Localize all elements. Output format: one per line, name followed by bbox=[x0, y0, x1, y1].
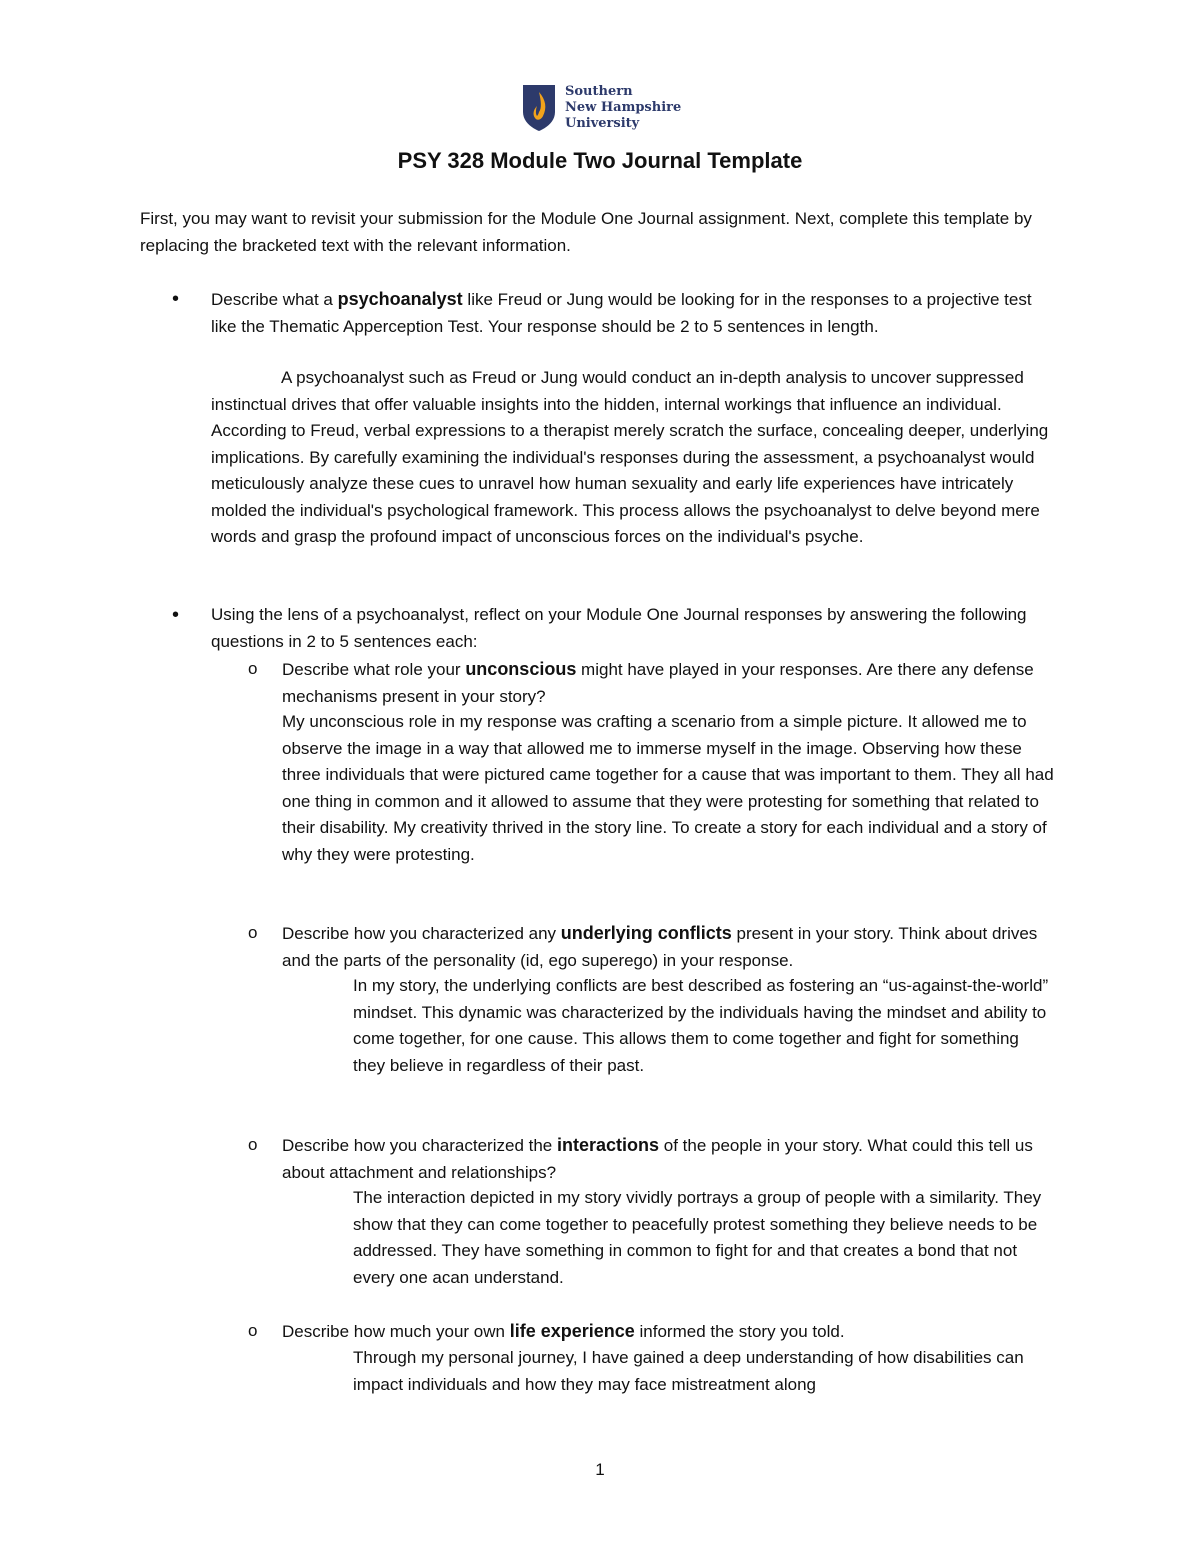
prompt-text: Describe how you characterized any bbox=[282, 924, 561, 943]
keyword-life-experience: life experience bbox=[509, 1321, 635, 1341]
sub-bullet-marker: o bbox=[248, 1321, 258, 1340]
question-prompt-unconscious bbox=[282, 656, 1062, 710]
prompt-text: of the people in your story. What could this tell us about attachment and relationships? bbox=[282, 1136, 1033, 1182]
university-logo bbox=[522, 84, 681, 134]
page-number: 1 bbox=[595, 1460, 605, 1479]
prompt-text: like Freud or Jung would be looking for in the responses to a projective test like the Thematic Apperception Test. Your response should be 2 to 5 sentences in length. bbox=[211, 290, 1032, 336]
response-text: A psychoanalyst such as Freud or Jung would conduct an in-depth analysis to uncover suppressed instinctual drives that offer valuable insights into the hidden, internal workings that influence an individual. According to Freud, verbal expressions to a therapist merely scratch the surface, concealing deeper, underlying implications. By carefully examining the individual's responses during the assessment, a psychoanalyst would meticulously analyze these cues to unravel how human sexuality and early life experiences have intricately molded the individual's psychological framework. This process allows the psychoanalyst to delve beyond mere words and grasp the profound impact of unconscious forces on the individual's psyche. bbox=[211, 368, 1049, 546]
prompt-text: might have played in your responses. Are there any defense mechanisms present in your story? bbox=[282, 660, 1034, 706]
response-interactions: The interaction depicted in my story vividly portrays a group of people with a similarity. They show that they can come together to peacefully protest something they believe needs to be addressed. They have something in common to fight for and that creates a bond that not every one acan understand. bbox=[353, 1188, 1042, 1287]
question-prompt-reflection: Using the lens of a psychoanalyst, reflect on your Module One Journal responses by answering the following questions in 2 to 5 sentences each: bbox=[211, 605, 1027, 651]
shield-flame-icon bbox=[522, 84, 556, 132]
response-unconscious: My unconscious role in my response was crafting a scenario from a simple picture. It allowed me to observe the image in a way that allowed me to immerse myself in the image. Observing how these three individuals that were pictured came together for a cause that was important to them. They all had one thing in common and it allowed to assume that they were protesting for something that related to their disability. My creativity thrived in the story line. To create a story for each individual and a story of why they were protesting. bbox=[282, 712, 1054, 864]
sub-bullet-marker: o bbox=[248, 659, 258, 678]
question-prompt-psychoanalyst bbox=[211, 286, 1061, 340]
prompt-text: present in your story. Think about drives and the parts of the personality (id, ego superego) in your response. bbox=[282, 924, 1038, 970]
keyword-unconscious: unconscious bbox=[465, 659, 577, 679]
bullet-marker: • bbox=[172, 288, 180, 310]
response-life-experience: Through my personal journey, I have gained a deep understanding of how disabilities can impact individuals and how they may face mistreatment along bbox=[353, 1348, 1024, 1394]
response-psychoanalyst bbox=[211, 365, 1061, 551]
question-prompt-underlying-conflicts bbox=[282, 920, 1062, 974]
prompt-text: Describe what role your bbox=[282, 660, 466, 679]
question-prompt-interactions bbox=[282, 1132, 1072, 1186]
bullet-marker: • bbox=[172, 604, 180, 626]
keyword-underlying-conflicts: underlying conflicts bbox=[560, 923, 732, 943]
keyword-interactions: interactions bbox=[556, 1135, 660, 1155]
prompt-text: Describe what a bbox=[211, 290, 338, 309]
keyword-psychoanalyst: psychoanalyst bbox=[337, 289, 463, 309]
logo-line-3: University bbox=[565, 116, 640, 131]
logo-line-1: Southern bbox=[565, 84, 633, 99]
prompt-text: Describe how much your own bbox=[282, 1322, 510, 1341]
prompt-text: informed the story you told. bbox=[634, 1322, 845, 1341]
page-title: PSY 328 Module Two Journal Template bbox=[397, 148, 803, 173]
sub-bullet-marker: o bbox=[248, 1135, 258, 1154]
logo-line-2: New Hampshire bbox=[565, 100, 682, 115]
prompt-text: Describe how you characterized the bbox=[282, 1136, 557, 1155]
response-underlying-conflicts: In my story, the underlying conflicts are best described as fostering an “us-against-the-world” mindset. This dynamic was characterized by the individuals having the mindset and ability to come together, for one cause. This allows them to come together and fight for something they believe in regardless of their past. bbox=[353, 976, 1049, 1075]
logo-wordmark bbox=[565, 84, 681, 132]
sub-bullet-marker: o bbox=[248, 923, 258, 942]
question-prompt-life-experience bbox=[282, 1318, 1062, 1346]
intro-paragraph: First, you may want to revisit your submission for the Module One Journal assignment. Next, complete this template by replacing the bracketed text with the relevant information. bbox=[140, 209, 1032, 255]
